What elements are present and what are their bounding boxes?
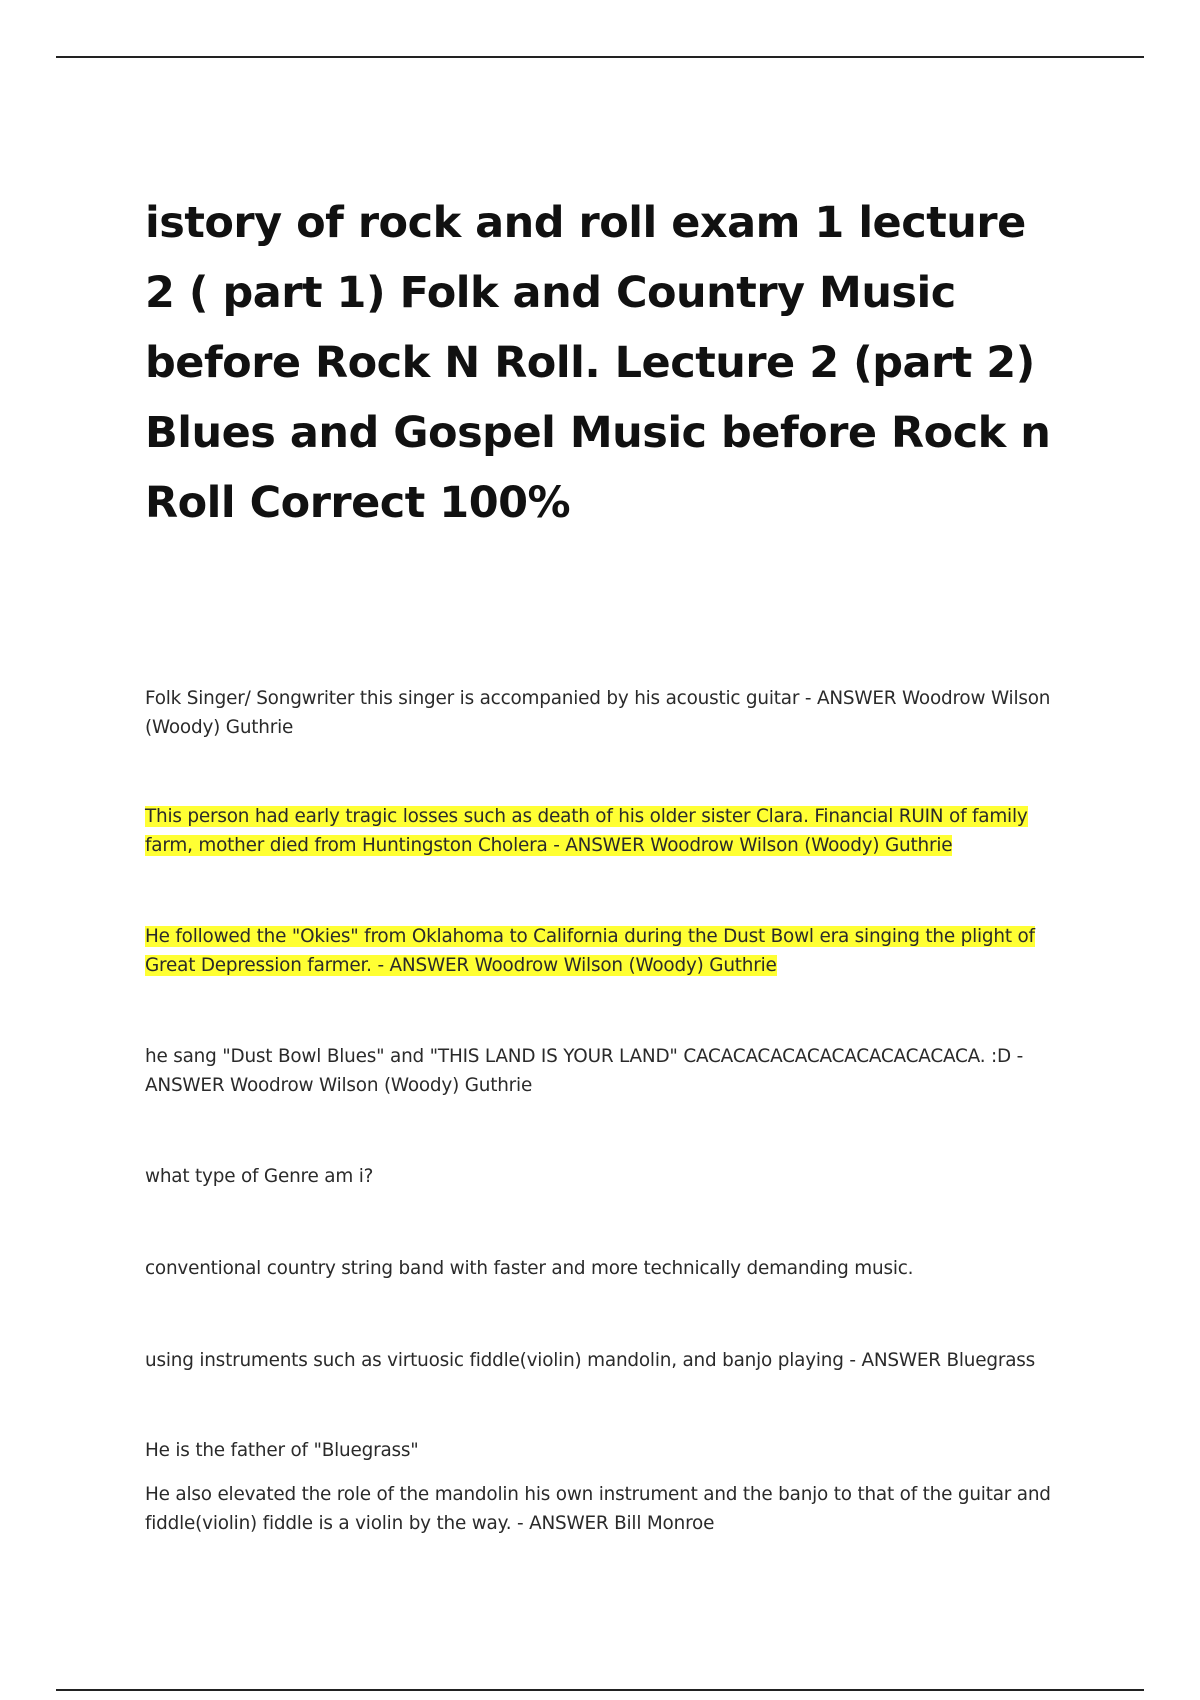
qa-entry-1 xyxy=(145,684,1070,742)
qa-entry-9 xyxy=(145,1480,1070,1538)
qa-entry-4 xyxy=(145,1042,1070,1100)
qa-entry-6 xyxy=(145,1254,1070,1283)
qa-entry-3-text: He followed the "Okies" from Oklahoma to California during the Dust Bowl era singing the plight of Great Depression farmer. - ANSWER Woodrow Wilson (Woody) Guthrie xyxy=(145,926,1035,976)
qa-entry-7-text: using instruments such as virtuosic fiddle(violin) mandolin, and banjo playing - ANSWER Bluegrass xyxy=(145,1350,1036,1371)
qa-entry-6-text: conventional country string band with faster and more technically demanding music. xyxy=(145,1258,914,1279)
qa-entry-2-text: This person had early tragic losses such as death of his older sister Clara. Financial RUIN of family farm, mother died from Huntingston Cholera - ANSWER Woodrow Wilson (Woody) Guthrie xyxy=(145,806,1028,856)
page-title: istory of rock and roll exam 1 lecture 2 ( part 1) Folk and Country Music before Rock N Roll. Lecture 2 (part 2) Blues and Gospel Music before Rock n Roll Correct 100% xyxy=(145,198,1051,528)
qa-entry-5 xyxy=(145,1162,1070,1191)
qa-entry-2 xyxy=(145,802,1070,860)
top-divider xyxy=(56,56,1144,58)
qa-entry-1-text: Folk Singer/ Songwriter this singer is accompanied by his acoustic guitar - ANSWER Woodrow Wilson (Woody) Guthrie xyxy=(145,688,1051,738)
qa-entry-8 xyxy=(145,1436,1070,1465)
qa-entry-4-text: he sang "Dust Bowl Blues" and "THIS LAND IS YOUR LAND" CACACACACACACACACACACACA. :D - ANSWER Woodrow Wilson (Woody) Guthrie xyxy=(145,1046,1024,1096)
qa-entry-7 xyxy=(145,1346,1070,1375)
qa-entry-8-text: He is the father of "Bluegrass" xyxy=(145,1440,419,1461)
qa-entry-3 xyxy=(145,922,1070,980)
bottom-divider xyxy=(56,1689,1144,1691)
qa-entry-5-text: what type of Genre am i? xyxy=(145,1166,374,1187)
qa-entry-9-text: He also elevated the role of the mandolin his own instrument and the banjo to that of the guitar and fiddle(violin) fiddle is a violin by the way. - ANSWER Bill Monroe xyxy=(145,1484,1051,1534)
